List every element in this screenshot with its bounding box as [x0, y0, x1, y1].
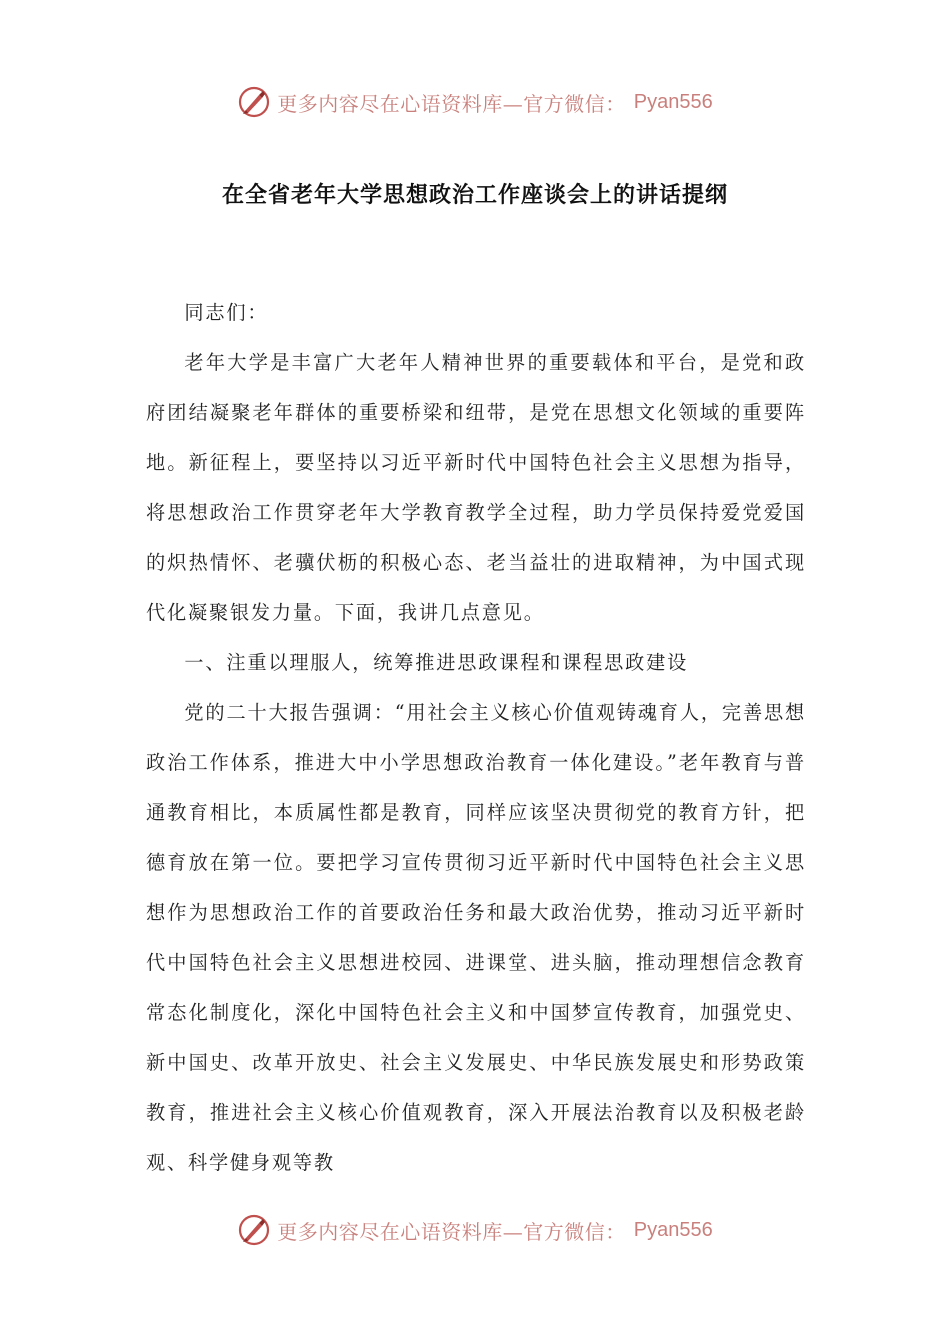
paragraph-intro: 老年大学是丰富广大老年人精神世界的重要载体和平台，是党和政府团结凝聚老年群体的重要桥梁和纽带，是党在思想文化领域的重要阵地。新征程上，要坚持以习近平新时代中国特色社会主义思想为指导，将思想政治工作贯穿老年大学教育教学全过程，助力学员保持爱党爱国的炽热情怀、老骥伏枥的积极心态、老当益壮的进取精神，为中国式现代化凝聚银发力量。下面，我讲几点意见。: [146, 351, 806, 624]
footer-watermark: [0, 1210, 950, 1250]
watermark-wechat-id: Pyan556: [633, 1218, 713, 1241]
pen-circle-logo-icon: [237, 1213, 271, 1247]
header-watermark: [0, 82, 950, 122]
document-title: 在全省老年大学思想政治工作座谈会上的讲话提纲: [221, 183, 728, 208]
paragraph-section-1: 党的二十大报告强调：“用社会主义核心价值观铸魂育人，完善思想政治工作体系，推进大中小学思想政治教育一体化建设。”老年教育与普通教育相比，本质属性都是教育，同样应该坚决贯彻党的教育方针，把德育放在第一位。要把学习宣传贯彻习近平新时代中国特色社会主义思想作为思想政治工作的首要政治任务和最大政治优势，推动习近平新时代中国特色社会主义思想进校园、进课堂、进头脑，推动理想信念教育常态化制度化，深化中国特色社会主义和中国梦宣传教育，加强党史、新中国史、改革开放史、社会主义发展史、中华民族发展史和形势政策教育，推进社会主义核心价值观教育，深入开展法治教育以及积极老龄观、科学健身观等教: [146, 701, 806, 1174]
watermark-text: 更多内容尽在心语资料库—官方微信：: [277, 1219, 626, 1244]
watermark-wechat-id: Pyan556: [633, 90, 713, 113]
section-heading-1: 一、注重以理服人，统筹推进思政课程和课程思政建设: [184, 651, 689, 674]
document-body: [146, 288, 806, 1188]
pen-circle-logo-icon: [237, 85, 271, 119]
watermark-text: 更多内容尽在心语资料库—官方微信：: [277, 91, 626, 116]
salutation: 同志们：: [184, 301, 269, 324]
